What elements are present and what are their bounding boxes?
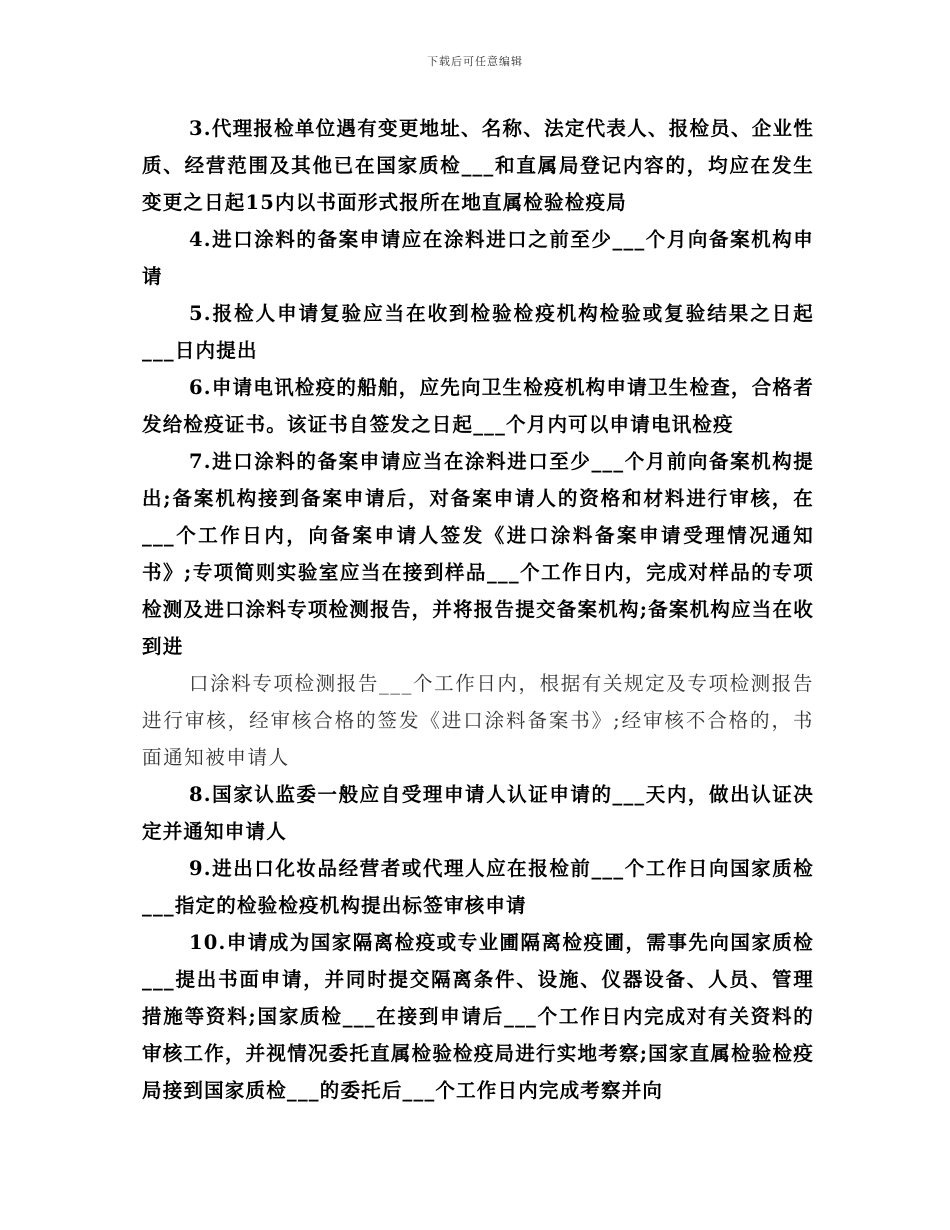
paragraph-item-7: 7.进口涂料的备案申请应当在涂料进口至少___个月前向备案机构提出;备案机构接到备案申请后，对备案申请人的资格和材料进行审核，在___个工作日内，向备案申请人签发《进口涂料备案申请受理情况通知书》;专项简则实验室应当在接到样品___个工作日内，完成对样品的专项检测及进口涂料专项检测报告，并将报告提交备案机构;备案机构应当在收到进 bbox=[142, 450, 814, 658]
page-header: 下载后可任意编辑 bbox=[427, 55, 523, 68]
paragraph-item-5: 5.报检人申请复验应当在收到检验检疫机构检验或复验结果之日起___日内提出 bbox=[142, 302, 814, 362]
paragraph-item-10: 10.申请成为国家隔离检疫或专业圃隔离检疫圃，需事先向国家质检___提出书面申请，并同时提交隔离条件、设施、仪器设备、人员、管理措施等资料;国家质检___在接到申请后___个工作日内完成对有关资料的审核工作，并视情况委托直属检验检疫局进行实地考察;国家直属检验检疫局接到国家质检___的委托后___个工作日内完成考察并向 bbox=[142, 931, 814, 1102]
paragraph-item-9: 9.进出口化妆品经营者或代理人应在报检前___个工作日向国家质检___指定的检验检疫机构提出标签审核申请 bbox=[142, 857, 814, 917]
paragraph-item-6: 6.申请电讯检疫的船舶，应先向卫生检疫机构申请卫生检查，合格者发给检疫证书。该证书自签发之日起___个月内可以申请电讯检疫 bbox=[142, 376, 814, 436]
paragraph-item-8: 8.国家认监委一般应自受理申请人认证申请的___天内，做出认证决定并通知申请人 bbox=[142, 783, 814, 843]
document-body bbox=[142, 110, 814, 1109]
paragraph-item-7-continued: 口涂料专项检测报告___个工作日内，根据有关规定及专项检测报告进行审核，经审核合格的签发《进口涂料备案书》;经审核不合格的，书面通知被申请人 bbox=[142, 672, 814, 769]
paragraph-item-3: 3.代理报检单位遇有变更地址、名称、法定代表人、报检员、企业性质、经营范围及其他已在国家质检___和直属局登记内容的，均应在发生变更之日起15内以书面形式报所在地直属检验检疫局 bbox=[142, 117, 814, 214]
paragraph-item-4: 4.进口涂料的备案申请应在涂料进口之前至少___个月向备案机构申请 bbox=[142, 228, 814, 288]
